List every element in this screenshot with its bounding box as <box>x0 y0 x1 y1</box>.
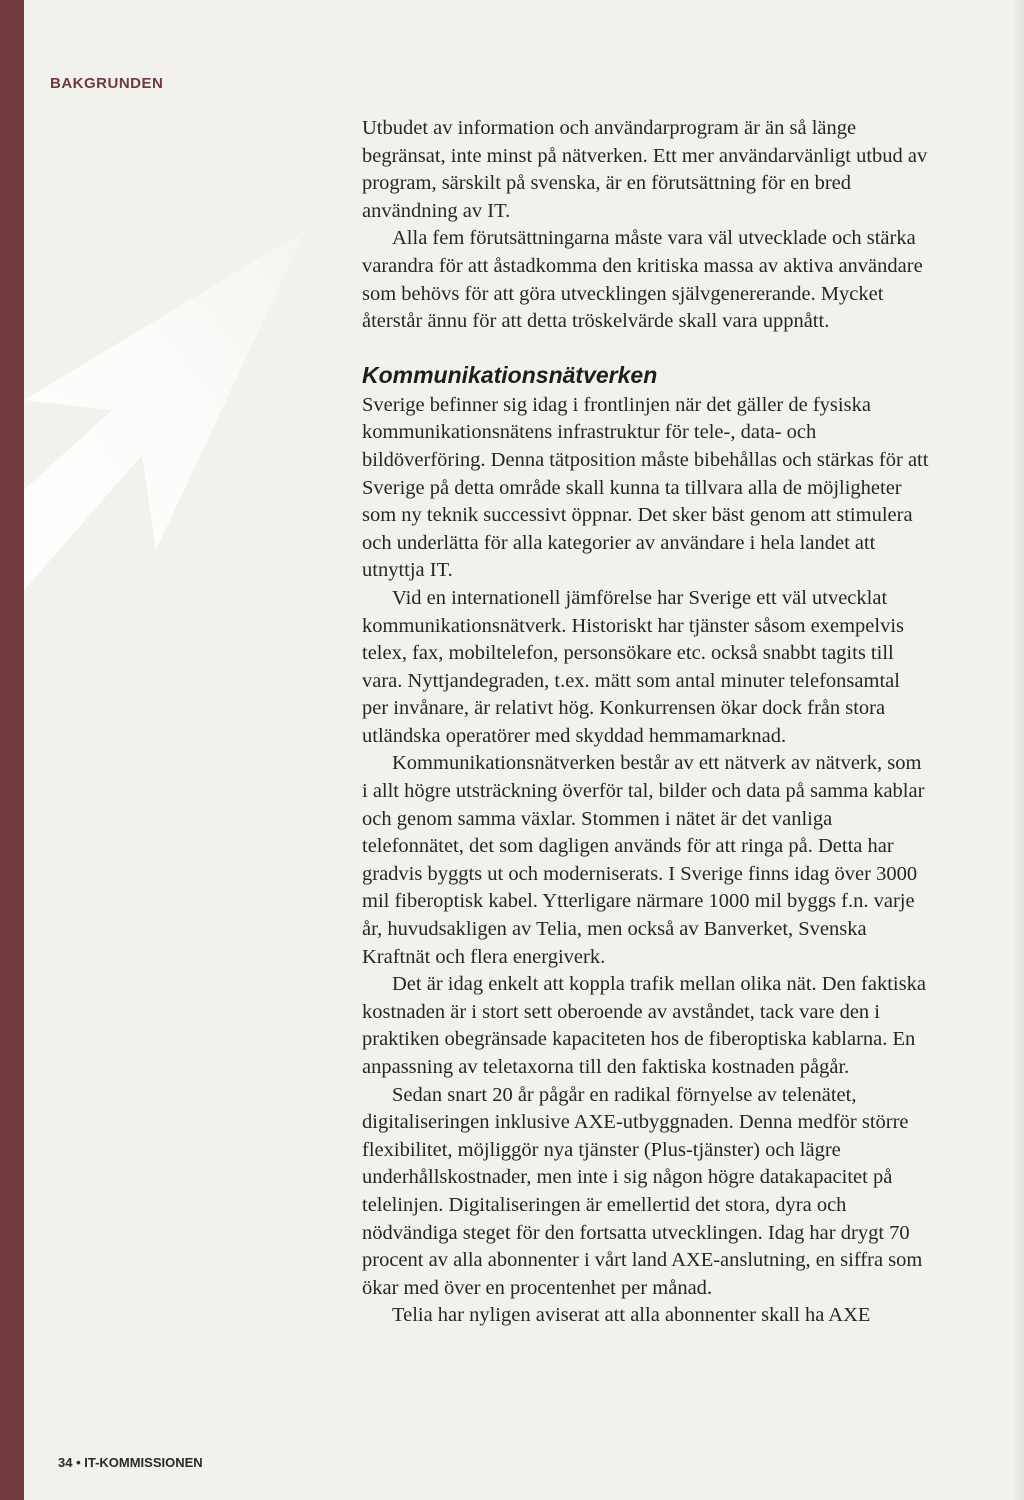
text-column <box>362 115 930 1330</box>
body-paragraph-6: Telia har nyligen aviserat att alla abonnenter skall ha AXE <box>392 1304 871 1327</box>
page-spine-bar <box>0 0 24 1500</box>
body-paragraph-1: Sverige befinner sig idag i frontlinjen när det gäller de fysiska kommunikationsnätens infrastruktur för tele-, data- och bildöverföring. Denna tätposition måste bibehållas och stärkas för att Sverige på detta område skall kunna ta tillvara alla de möjligheter som ny teknik successivt öppnar. Det sker bäst genom att stimulera och underlätta för alla kategorier av användare i hela landet att utnyttja IT. <box>362 393 929 582</box>
page-edge <box>1014 0 1024 1500</box>
arrow-shape <box>24 230 306 590</box>
section-label: BAKGRUNDEN <box>50 75 164 92</box>
intro-paragraph-1: Utbudet av information och användarprogram är än så länge begränsat, inte minst på nätverken. Ett mer användarvänligt utbud av program, särskilt på svenska, är en förutsättning för en bred användning av IT. <box>362 117 928 222</box>
section-heading: Kommunikationsnätverken <box>362 361 658 388</box>
intro-paragraph-2: Alla fem förutsättningarna måste vara väl utvecklade och stärka varandra för att åstadkomma den kritiska massa av aktiva användare som behövs för att göra utvecklingen självgenererande. Mycket återstår ännu för att detta tröskelvärde skall vara uppnått. <box>362 227 923 333</box>
body-paragraph-5: Sedan snart 20 år pågår en radikal förnyelse av telenätet, digitaliseringen inklusive AXE-utbyggnaden. Denna medför större flexibilitet, möjliggör nya tjänster (Plus-tjänster) och lägre underhållskostnader, men inte i sig någon högre datakapacitet på telelinjen. Digitaliseringen är emellertid det stora, dyra och nödvändiga steget för den fortsatta utvecklingen. Idag har drygt 70 procent av alla abonnenter i vårt land AXE-anslutning, en siffra som ökar med över en procentenhet per månad. <box>362 1083 923 1299</box>
page-footer: 34 • IT-KOMMISSIONEN <box>58 1455 203 1470</box>
arrow-graphic <box>24 230 324 590</box>
body-paragraph-2: Vid en internationell jämförelse har Sverige ett väl utvecklat kommunikationsnätverk. Historiskt har tjänster såsom exempelvis telex, fax, mobiltelefon, personsökare etc. också snabbt tagits till vara. Nyttjandegraden, t.ex. mätt som antal minuter telefonsamtal per invånare, är relativt hög. Konkurrensen ökar dock från stora utländska operatörer med skyddad hemmamarknad. <box>362 586 905 747</box>
body-paragraph-3: Kommunikationsnätverken består av ett nätverk av nätverk, som i allt högre utsträckning överför tal, bilder och data på samma kablar och genom samma växlar. Stommen i nätet är det vanliga telefonnätet, det som dagligen används för att ringa på. Detta har gradvis byggts ut och moderniserats. I Sverige finns idag över 3000 mil fiberoptisk kabel. Ytterligare närmare 1000 mil byggs f.n. varje år, huvudsakligen av Telia, men också av Banverket, Svenska Kraftnät och flera energiverk. <box>362 752 925 968</box>
body-paragraph-4: Det är idag enkelt att koppla trafik mellan olika nät. Den faktiska kostnaden är i stort sett oberoende av avståndet, tack vare den i praktiken obegränsade kapaciteten hos de fiberoptiska kablarna. En anpassning av teletaxorna till den faktiska kostnaden pågår. <box>362 973 926 1078</box>
